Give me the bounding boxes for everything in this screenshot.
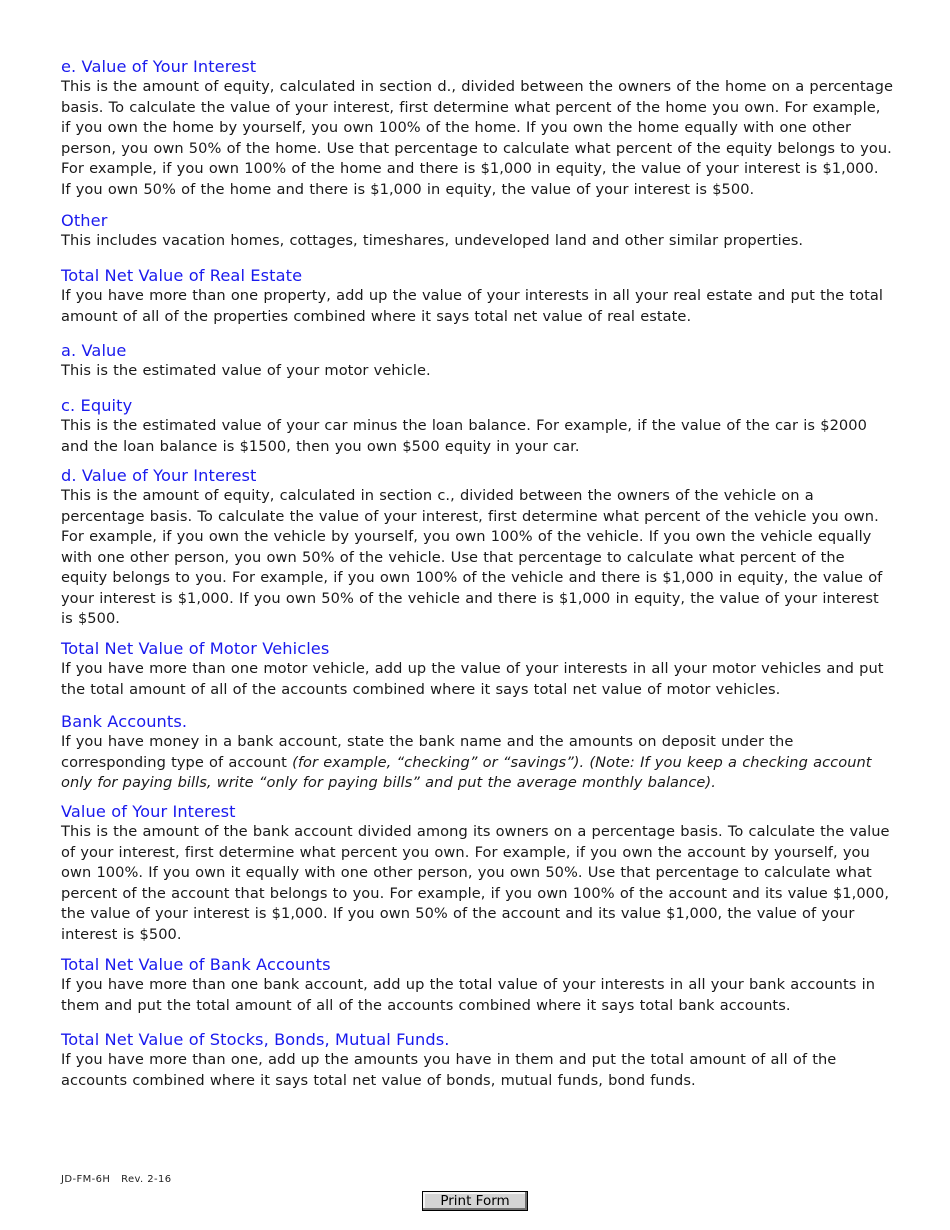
- section-bank-accounts: [61, 712, 893, 794]
- section-heading: a. Value: [61, 341, 127, 360]
- section-total-net-value-motor-vehicles: [61, 639, 893, 700]
- section-vehicle-value-of-interest: [61, 466, 893, 630]
- section-total-net-value-bank-accounts: [61, 955, 893, 1016]
- section-vehicle-equity: [61, 396, 893, 457]
- section-body: This is the amount of equity, calculated in section d., divided between the owners of the home on a percentage basis. To calculate the value of your interest, first determine what percent of the home you own. For example, if you own the home by yourself, you own 100% of the home. If you own the home equally with one other person, you own 50% of the home. Use that percentage to calculate what percent of the equity belongs to you. For example, if you own 100% of the home and there is $1,000 in equity, the value of your interest is $1,000. If you own 50% of the home and there is $1,000 in equity, the value of your interest is $500.: [61, 78, 894, 198]
- section-heading: c. Equity: [61, 396, 133, 415]
- section-body-text: If you have money in a bank account, state the bank name and the amounts on deposit under the corresponding type of account: [61, 733, 794, 771]
- section-body-note: (for example, “checking” or “savings”). (Note: If you keep a checking account only for paying bills, write “only for paying bills” and put the average monthly balance).: [61, 753, 872, 791]
- section-heading: Other: [61, 211, 108, 230]
- section-body: If you have more than one bank account, add up the total value of your interests in all your bank accounts in them and put the total amount of all of the accounts combined where it says total bank accounts.: [61, 976, 876, 1014]
- section-vehicle-value: [61, 341, 893, 382]
- section-heading: Total Net Value of Real Estate: [61, 266, 303, 285]
- print-form-button[interactable]: Print Form: [422, 1191, 528, 1211]
- form-code: JD-FM-6H Rev. 2-16: [61, 1174, 172, 1185]
- section-body: This is the estimated value of your motor vehicle.: [61, 362, 431, 379]
- section-heading: Bank Accounts.: [61, 712, 188, 731]
- section-heading: Value of Your Interest: [61, 802, 236, 821]
- section-body: If you have more than one motor vehicle, add up the value of your interests in all your motor vehicles and put the total amount of all of the accounts combined where it says total net value of motor vehicles.: [61, 660, 884, 698]
- section-body: [61, 732, 893, 794]
- section-body: If you have more than one property, add up the value of your interests in all your real estate and put the total amount of all of the properties combined where it says total net value of real estate.: [61, 287, 884, 325]
- section-total-net-value-stocks-bonds: [61, 1030, 893, 1091]
- section-total-net-value-real-estate: [61, 266, 893, 327]
- section-heading: Total Net Value of Motor Vehicles: [61, 639, 330, 658]
- section-home-value-of-interest: [61, 57, 893, 200]
- section-other: [61, 211, 893, 252]
- section-body: This includes vacation homes, cottages, timeshares, undeveloped land and other similar properties.: [61, 232, 804, 249]
- section-heading: Total Net Value of Bank Accounts: [61, 955, 331, 974]
- section-body: This is the amount of the bank account divided among its owners on a percentage basis. To calculate the value of your interest, first determine what percent you own. For example, if you own the account by yourself, you own 100%. If you own it equally with one other person, you own 50%. Use that percentage to calculate what percent of the account that belongs to you. For example, if you own 100% of the account and its value $1,000, the value of your interest is $1,000. If you own 50% of the account and its value $1,000, the value of your interest is $500.: [61, 823, 890, 943]
- section-body: This is the amount of equity, calculated in section c., divided between the owners of the vehicle on a percentage basis. To calculate the value of your interest, first determine what percent of the vehicle you own. For example, if you own the vehicle by yourself, you own 100% of the vehicle. If you own the vehicle equally with one other person, you own 50% of the vehicle. Use that percentage to calculate what percent of the equity belongs to you. For example, if you own 100% of the vehicle and there is $1,000 in equity, the value of your interest is $1,000. If you own 50% of the vehicle and there is $1,000 in equity, the value of your interest is $500.: [61, 487, 883, 627]
- section-body: If you have more than one, add up the amounts you have in them and put the total amount of all of the accounts combined where it says total net value of bonds, mutual funds, bond funds.: [61, 1051, 837, 1089]
- section-heading: Total Net Value of Stocks, Bonds, Mutual Funds.: [61, 1030, 450, 1049]
- section-bank-value-of-interest: [61, 802, 893, 945]
- section-heading: e. Value of Your Interest: [61, 57, 257, 76]
- section-heading: d. Value of Your Interest: [61, 466, 257, 485]
- section-body: This is the estimated value of your car minus the loan balance. For example, if the value of the car is $2000 and the loan balance is $1500, then you own $500 equity in your car.: [61, 417, 867, 455]
